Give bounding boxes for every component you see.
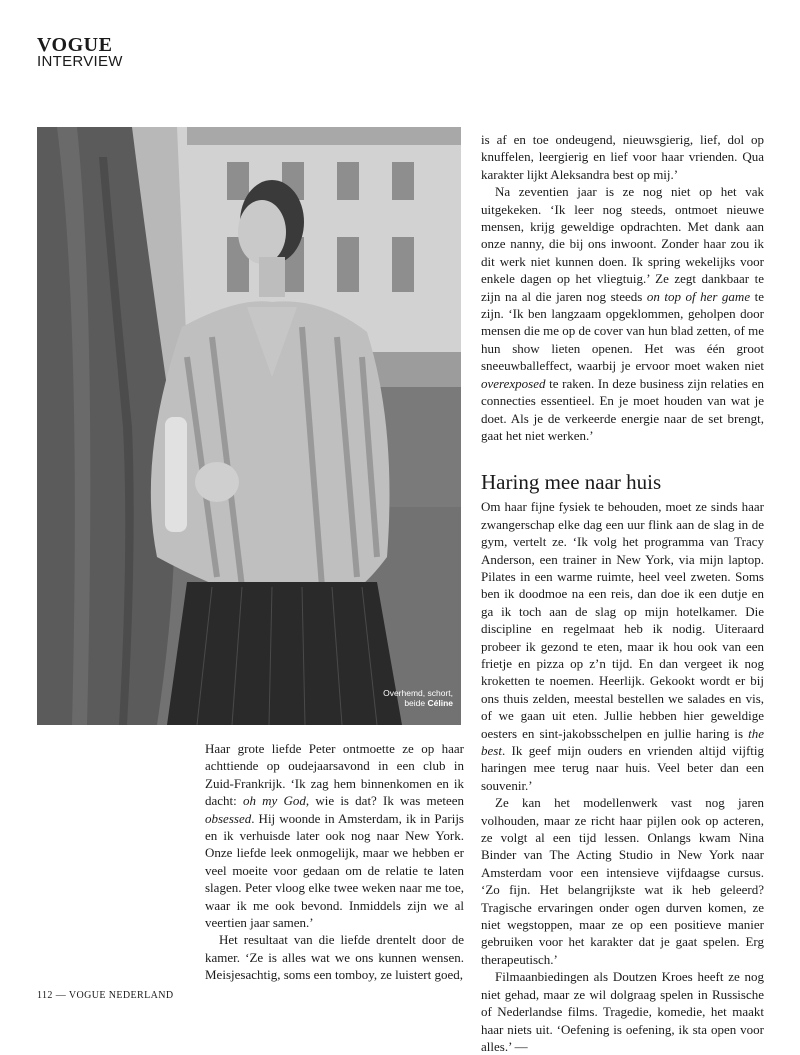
caption-brand: Céline <box>427 698 453 709</box>
emphasis: on top of her game <box>646 288 751 304</box>
portrait-photo <box>37 127 461 725</box>
masthead-section: INTERVIEW <box>37 53 123 70</box>
text-run: . Hij woonde in Amsterdam, ik in Parijs en ik verhuisde later ook nog naar New York. Onze liefde leek onmogelijk, maar we hebben er veel moeite voor gedaan om de relatie te laten slagen. Peter vloog elke twee weken naar me toe, waar ik me ook bevond. Inmiddels zijn we al veertien jaar samen.’ <box>205 810 464 931</box>
text-run: te raken. In deze business zijn relaties en connecties essentieel. En je moet houden van wat je doet. Als je de verkeerde energie naar de set brengt, gaat het niet werken.’ <box>481 375 764 443</box>
text-run: . Ik geef mijn ouders en vrienden altijd vijftig haringen mee terug naar huis. Veel beter dan een souvenir.’ <box>481 743 764 793</box>
page-footer <box>37 990 173 1001</box>
emphasis: the best <box>481 725 764 758</box>
paragraph: Filmaanbiedingen als Doutzen Kroes heeft ze nog niet gehad, maar ze wil dolgraag spelen in Russische of Nederlandse films. Tragedie, komedie, het maakt haar niets uit. ‘Oefening is oefening, ik sta open voor alles.’ — <box>481 969 764 1054</box>
text-run: Haar grote liefde Peter ontmoette ze op haar achttiende op oudejaarsavond in een club in Zuid-Frankrijk. ‘Ik zag hem binnenkomen en ik dacht: <box>205 741 464 809</box>
paragraph <box>205 740 464 931</box>
photo-caption <box>383 688 453 709</box>
text-run: Om haar fijne fysiek te behouden, moet ze sinds haar zwangerschap elke dag een uur flink aan de slag in de gym, vertelt ze. ‘Ik volg het programma van Tracy Anderson, een trainer in New York, via mijn laptop. Pilates in een warme ruimte, heel veel zweten. Soms ben ik doodmoe na een reis, dan doe ik een dutje en ga ik toch aan de slag op mijn hotelkamer. Die discipline en regelmaat heb ik nodig. Uiteraard probeer ik gezond te eten, maar ik hou ook van een frietje en pizza op z’n tijd. En dan vergeet ik nog kroketten te noemen. Heerlijk. Gekookt wordt er bij ons thuis zelden, meestal bestellen we salades en vis, of we gaan uit eten. Jullie hebben hier geweldige oesters en sint-jakobsschelpen en jullie haring is <box>481 499 764 741</box>
caption-line-1: Overhemd, schort, <box>383 687 453 698</box>
right-text-column <box>481 131 764 1055</box>
emphasis: overexposed <box>481 375 546 391</box>
section-heading: Haring mee naar huis <box>481 470 662 495</box>
text-run: Na zeventien jaar is ze nog niet op het vak uitgekeken. ‘Ik leer nog steeds, ontmoet nieuwe mensen, krijg geweldige opdrachten. Met dank aan onze nanny, die bij ons inwoont. Zonder haar zou ik dit werk niet kunnen doen. Ik spring wekelijks voor enkele dagen op het vliegtuig.’ Ze zegt dankbaar te zijn na al die jaren nog steeds <box>481 184 764 304</box>
text-run: , wie is dat? Ik was meteen <box>305 793 464 809</box>
publication-name: VOGUE NEDERLAND <box>68 990 174 1001</box>
emphasis: oh my God <box>242 793 306 809</box>
masthead <box>37 35 123 69</box>
page-number: 112 <box>37 990 53 1001</box>
photo-illustration <box>37 127 461 725</box>
footer-separator: — <box>52 990 69 1001</box>
left-text-column <box>205 740 464 984</box>
masthead-brand: VOGUE <box>37 34 113 56</box>
paragraph: is af en toe ondeugend, nieuwsgierig, lief, dol op knuffelen, leergierig en lief voor haar vrienden. Qua karakter lijkt Aleksandra best op mij.’ <box>481 132 764 182</box>
emphasis: obsessed <box>205 810 252 826</box>
paragraph: Het resultaat van die liefde drentelt door de kamer. ‘Ze is alles wat we ons kunnen wensen. Meisjesachtig, soms een tomboy, ze luistert goed, <box>205 932 464 983</box>
paragraph <box>481 498 764 794</box>
caption-line-2-prefix: beide <box>404 698 428 709</box>
paragraph <box>481 183 764 444</box>
paragraph: Ze kan het modellenwerk vast nog jaren volhouden, maar ze richt haar pijlen ook op acteren, ze volgt al een tijd lessen. Onlangs kwam Nina Binder van The Acting Studio in New York naar Amsterdam voor een intensieve vijfdaagse cursus. ‘Zo fijn. Het belangrijkste wat ik heb geleerd? Tragische ervaringen onder ogen durven komen, ze niet wegstoppen, maar ze op een positieve manier gebruiken voor het karakter dat je gaat spelen. Erg therapeutisch.’ <box>481 795 764 967</box>
text-run: te zijn. ‘Ik ben langzaam opgeklommen, geholpen door mensen die me op de cover van hun blad zetten, of me hun show lieten openen. Het was één groot sneeuwballeffect, waarbij je ervoor moet waken niet <box>481 288 765 374</box>
